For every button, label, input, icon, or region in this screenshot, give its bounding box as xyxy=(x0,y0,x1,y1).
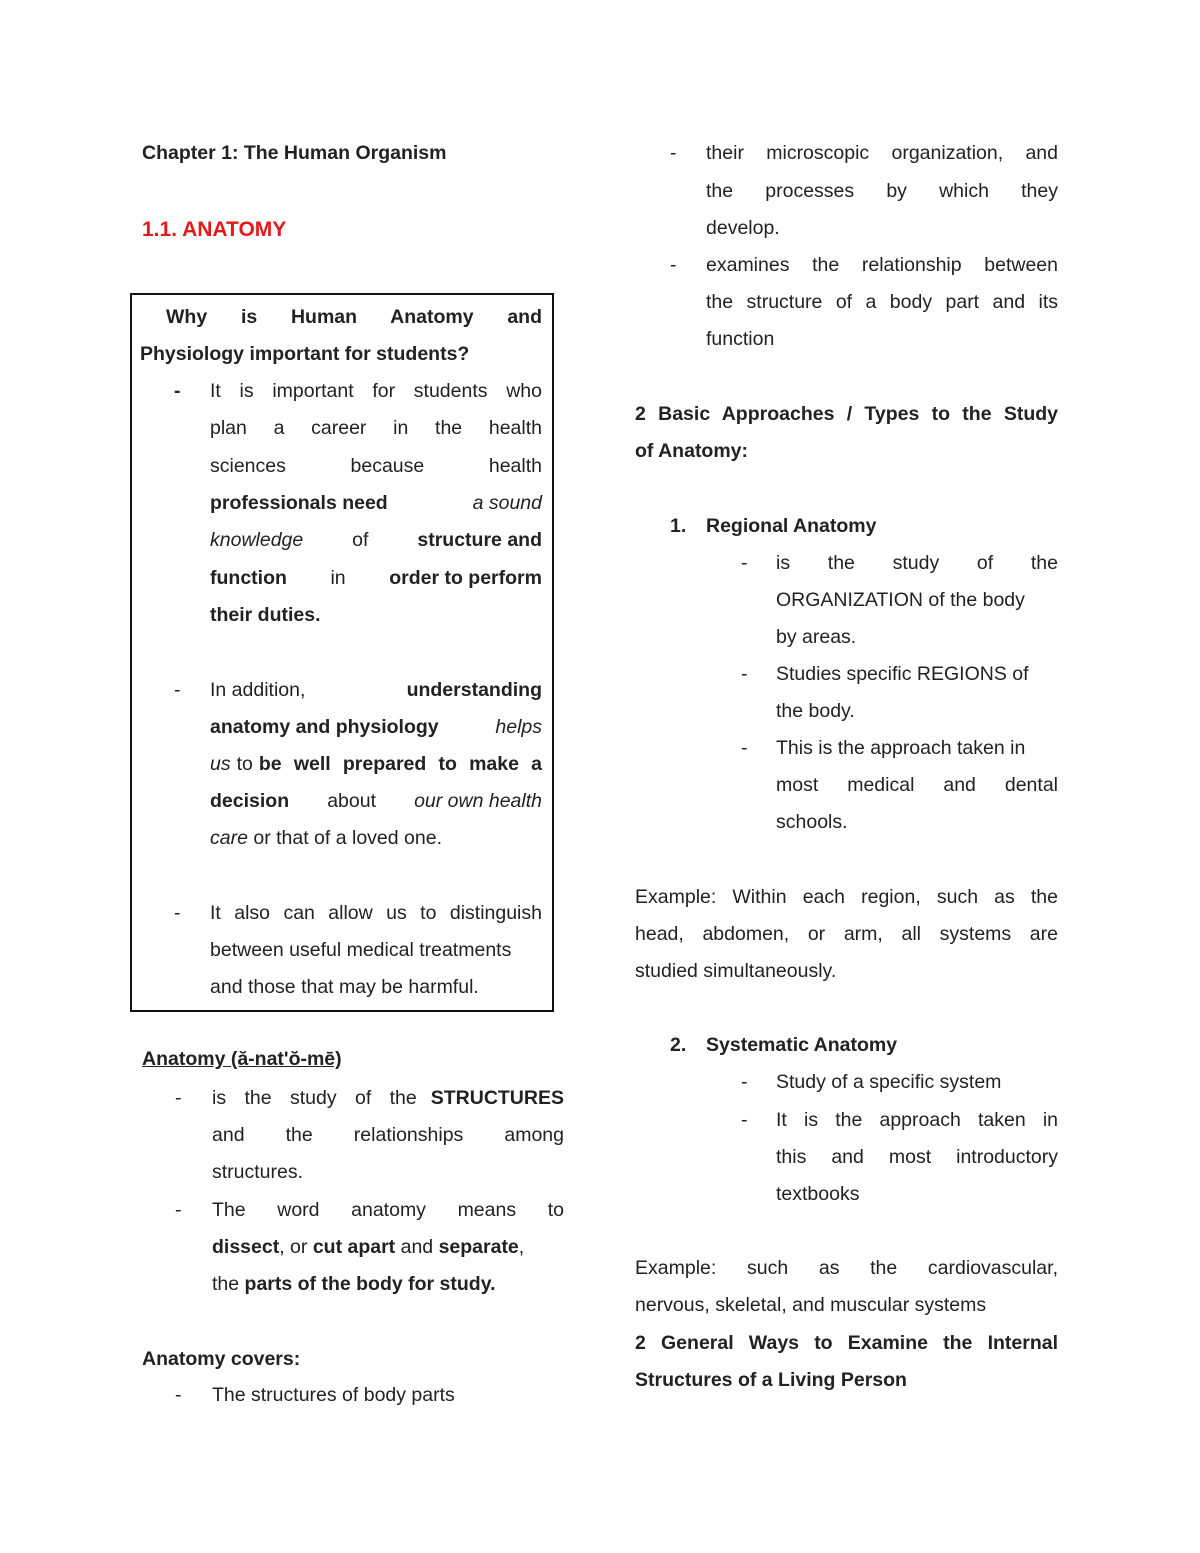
text-line: the body. xyxy=(776,700,855,722)
box-question-line-1: Why is Human Anatomy and xyxy=(166,306,542,328)
text-line: and the relationships among xyxy=(212,1124,564,1146)
text-line xyxy=(210,709,542,746)
italic-span: helps xyxy=(495,716,542,738)
bold-span: decision xyxy=(210,790,290,812)
text-span: , xyxy=(518,1236,525,1258)
text-span: to xyxy=(236,753,253,775)
text-line xyxy=(210,522,542,559)
text-line xyxy=(210,560,542,597)
dash-icon: - xyxy=(174,902,181,924)
dash-icon: - xyxy=(741,1071,748,1093)
text-line: structures. xyxy=(212,1161,304,1183)
text-line: and those that may be harmful. xyxy=(210,976,479,998)
text-line: develop. xyxy=(706,217,780,239)
text-line: nervous, skeletal, and muscular systems xyxy=(635,1294,987,1316)
text-line xyxy=(210,485,542,522)
bold-span: be well prepared to make a xyxy=(258,753,542,775)
bold-span: structure and xyxy=(417,529,542,551)
text-line: Example: Within each region, such as the xyxy=(635,886,1058,908)
text-span: in xyxy=(330,567,346,589)
dash-icon: - xyxy=(175,1199,182,1221)
text-line: function xyxy=(706,328,775,350)
text-line: The word anatomy means to xyxy=(212,1199,564,1221)
text-line xyxy=(210,746,542,783)
bold-span: separate xyxy=(438,1236,519,1258)
italic-span: us xyxy=(210,753,231,775)
list-number: 1. xyxy=(670,515,687,537)
text-line: This is the approach taken in xyxy=(776,737,1026,759)
text-span: and xyxy=(400,1236,434,1258)
text-line: studied simultaneously. xyxy=(635,960,837,982)
bold-span: function xyxy=(210,567,287,589)
text-line: Example: such as the cardiovascular, xyxy=(635,1257,1058,1279)
list-number: 2. xyxy=(670,1034,687,1056)
text-span: In addition, xyxy=(210,679,306,701)
text-line: their duties. xyxy=(210,604,321,626)
text-line xyxy=(210,783,542,820)
text-line xyxy=(212,1266,496,1303)
bold-span: dissect xyxy=(212,1236,280,1258)
dash-icon: - xyxy=(670,142,677,164)
text-line: Studies specific REGIONS of xyxy=(776,663,1029,685)
dash-icon: - xyxy=(741,1109,748,1131)
text-line xyxy=(210,820,442,857)
text-span: about xyxy=(327,790,376,812)
dash-icon: - xyxy=(741,663,748,685)
text-line: 2 Basic Approaches / Types to the Study xyxy=(635,403,1058,425)
italic-span: our own health xyxy=(414,790,542,812)
bold-span: professionals need xyxy=(210,492,388,514)
text-line: is the study of the xyxy=(776,552,1058,574)
text-line: examines the relationship between xyxy=(706,254,1058,276)
text-line xyxy=(212,1229,524,1266)
italic-span: care xyxy=(210,827,248,849)
dash-icon: - xyxy=(174,679,181,701)
text-line: The structures of body parts xyxy=(212,1384,455,1406)
text-line: the processes by which they xyxy=(706,180,1058,202)
italic-span: a sound xyxy=(472,492,542,514)
text-span: , or xyxy=(279,1236,308,1258)
text-line: schools. xyxy=(776,811,848,833)
dash-icon: - xyxy=(670,254,677,276)
systematic-title: Systematic Anatomy xyxy=(706,1034,898,1056)
bold-span: cut apart xyxy=(312,1236,396,1258)
bold-span: anatomy and physiology xyxy=(210,716,439,738)
italic-span: knowledge xyxy=(210,529,304,551)
dash-icon: - xyxy=(174,380,181,402)
dash-icon: - xyxy=(741,552,748,574)
regional-title: Regional Anatomy xyxy=(706,515,877,537)
text-line: the structure of a body part and its xyxy=(706,291,1058,313)
text-line xyxy=(212,1080,564,1117)
bold-span: order to perform xyxy=(389,567,542,589)
text-line: this and most introductory xyxy=(776,1146,1058,1168)
text-span: the xyxy=(212,1273,240,1295)
text-line: their microscopic organization, and xyxy=(706,142,1058,164)
bold-span: STRUCTURES xyxy=(430,1087,564,1109)
covers-heading: Anatomy covers: xyxy=(142,1348,301,1370)
chapter-title: Chapter 1: The Human Organism xyxy=(142,142,447,164)
text-line: sciences because health xyxy=(210,455,542,477)
dash-icon: - xyxy=(741,737,748,759)
text-span: is the study of the xyxy=(212,1087,417,1109)
text-line: plan a career in the health xyxy=(210,417,542,439)
dash-icon: - xyxy=(175,1384,182,1406)
text-line: It is important for students who xyxy=(210,380,542,402)
bold-span: understanding xyxy=(406,679,542,701)
text-line: It also can allow us to distinguish xyxy=(210,902,542,924)
text-span: or that of a loved one. xyxy=(253,827,442,849)
text-line: It is the approach taken in xyxy=(776,1109,1058,1131)
text-line: most medical and dental xyxy=(776,774,1058,796)
text-line: textbooks xyxy=(776,1183,860,1205)
bold-span: parts of the body for study. xyxy=(244,1273,496,1295)
text-line: of Anatomy: xyxy=(635,440,749,462)
text-line: ORGANIZATION of the body xyxy=(776,589,1025,611)
box-question-line-2: Physiology important for students? xyxy=(140,343,470,365)
anatomy-heading: Anatomy (ă-natʹŏ-mē) xyxy=(142,1048,342,1070)
text-line xyxy=(210,672,542,709)
text-line: Structures of a Living Person xyxy=(635,1369,907,1391)
text-span: of xyxy=(352,529,369,551)
text-line: between useful medical treatments xyxy=(210,939,512,961)
dash-icon: - xyxy=(175,1087,182,1109)
text-line: Study of a specific system xyxy=(776,1071,1002,1093)
text-line: head, abdomen, or arm, all systems are xyxy=(635,923,1058,945)
text-line: by areas. xyxy=(776,626,857,648)
section-heading: 1.1. ANATOMY xyxy=(142,218,287,241)
text-line: 2 General Ways to Examine the Internal xyxy=(635,1332,1058,1354)
